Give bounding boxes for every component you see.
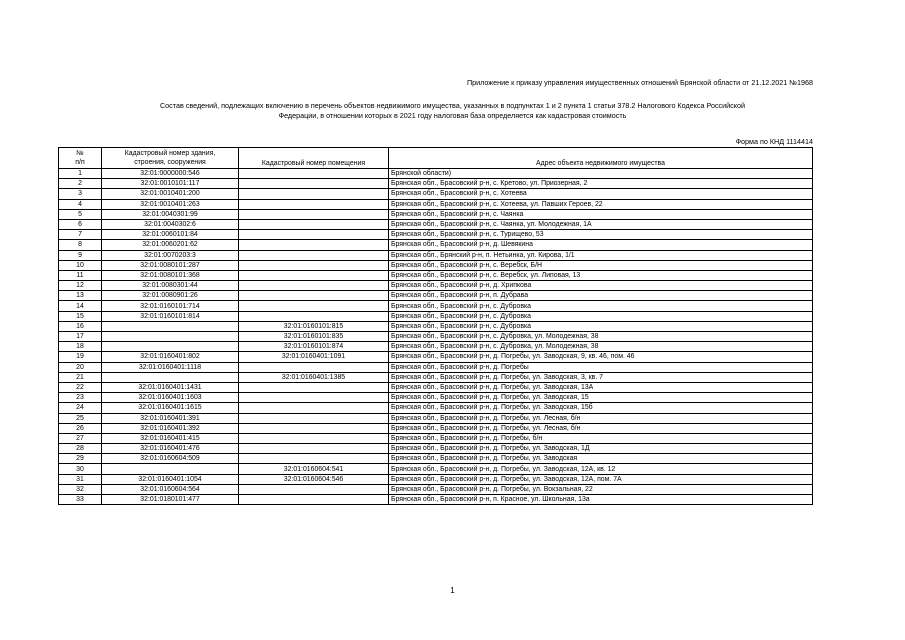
room-cadastral-cell: 32:01:0160604:546: [239, 474, 389, 484]
room-cadastral-cell: [239, 199, 389, 209]
building-cadastral-cell: 32:01:0080101:368: [102, 270, 239, 280]
address-cell: Брянская обл., Брасовский р-н, д. Погребы, ул. Заводская, 12А, пом. 7А: [389, 474, 813, 484]
building-cadastral-cell: 32:01:0160401:391: [102, 413, 239, 423]
row-number-cell: 11: [59, 270, 102, 280]
column-header-building-line-2: строения, сооружения: [134, 159, 206, 166]
building-cadastral-cell: 32:01:0060101:84: [102, 230, 239, 240]
table-row: [59, 199, 813, 209]
table-row: [59, 444, 813, 454]
address-cell: Брянская обл., Брасовский р-н, с. Дубровка, ул. Молодежная, 38: [389, 342, 813, 352]
page-number: 1: [450, 586, 455, 595]
row-number-cell: 25: [59, 413, 102, 423]
room-cadastral-cell: 32:01:0160401:1091: [239, 352, 389, 362]
building-cadastral-cell: 32:01:0180101:477: [102, 495, 239, 505]
row-number-cell: 18: [59, 342, 102, 352]
table-row: [59, 433, 813, 443]
column-header-building-cadastral: [102, 148, 239, 169]
address-cell: Брянская обл., Брасовский р-н, д. Погребы, ул. Заводская: [389, 454, 813, 464]
room-cadastral-cell: [239, 393, 389, 403]
building-cadastral-cell: 32:01:0160401:1431: [102, 382, 239, 392]
room-cadastral-cell: [239, 454, 389, 464]
address-cell: Брянская обл., Брасовский р-н, с. Дубровка, ул. Молодежная, 38: [389, 332, 813, 342]
row-number-cell: 21: [59, 372, 102, 382]
room-cadastral-cell: [239, 270, 389, 280]
property-register-table: [58, 147, 813, 505]
row-number-cell: 17: [59, 332, 102, 342]
building-cadastral-cell: 32:01:0040301:99: [102, 209, 239, 219]
building-cadastral-cell: 32:01:0160401:1054: [102, 474, 239, 484]
address-cell: Брянская обл., Брасовский р-н, п. Дубрава: [389, 291, 813, 301]
address-cell: Брянская обл., Брасовский р-н, с. Турищево, 53: [389, 230, 813, 240]
building-cadastral-cell: 32:01:0160401:1118: [102, 362, 239, 372]
appendix-reference: Приложение к приказу управления имущественных отношений Брянской области от 21.12.2021 №1968: [466, 78, 813, 87]
address-cell: Брянская обл., Брасовский р-н, д. Погребы, ул. Заводская, 9, кв. 46, пом. 46: [389, 352, 813, 362]
address-cell: Брянская обл., Брасовский р-н, с. Хотеева: [389, 189, 813, 199]
room-cadastral-cell: [239, 495, 389, 505]
table-row: [59, 281, 813, 291]
room-cadastral-cell: [239, 362, 389, 372]
row-number-cell: 12: [59, 281, 102, 291]
room-cadastral-cell: 32:01:0160604:541: [239, 464, 389, 474]
address-cell: Брянская обл., Брасовский р-н, с. Дубровка: [389, 321, 813, 331]
table-row: [59, 189, 813, 199]
room-cadastral-cell: [239, 209, 389, 219]
row-number-cell: 28: [59, 444, 102, 454]
column-header-number-line-1: №: [76, 149, 84, 157]
room-cadastral-cell: [239, 423, 389, 433]
address-cell: Брянская обл., Брасовский р-н, д. Погребы, ул. Лесная, б/н: [389, 423, 813, 433]
room-cadastral-cell: [239, 250, 389, 260]
table-row: [59, 393, 813, 403]
form-code: Форма по КНД 1114414: [735, 137, 813, 146]
table-row: [59, 484, 813, 494]
document-title: [80, 101, 825, 121]
room-cadastral-cell: [239, 382, 389, 392]
row-number-cell: 7: [59, 230, 102, 240]
row-number-cell: 2: [59, 179, 102, 189]
building-cadastral-cell: 32:01:0160604:564: [102, 484, 239, 494]
address-cell: Брянская обл., Брасовский р-н, д. Хрипкова: [389, 281, 813, 291]
table-row: [59, 230, 813, 240]
address-cell: Брянская обл., Брасовский р-н, д. Погребы: [389, 362, 813, 372]
building-cadastral-cell: 32:01:0060201:62: [102, 240, 239, 250]
table-row: [59, 474, 813, 484]
document-title-line-2: Федерации, в отношении которых в 2021 году налоговая база определяется как кадастровая стоимость: [278, 111, 627, 120]
row-number-cell: 19: [59, 352, 102, 362]
table-row: [59, 342, 813, 352]
row-number-cell: 33: [59, 495, 102, 505]
address-cell: Брянской области): [389, 169, 813, 179]
table-row: [59, 301, 813, 311]
row-number-cell: 20: [59, 362, 102, 372]
row-number-cell: 22: [59, 382, 102, 392]
room-cadastral-cell: 32:01:0160101:815: [239, 321, 389, 331]
room-cadastral-cell: [239, 179, 389, 189]
building-cadastral-cell: 32:01:0070203:3: [102, 250, 239, 260]
table-row: [59, 423, 813, 433]
table-row: [59, 495, 813, 505]
building-cadastral-cell: 32:01:0080901:26: [102, 291, 239, 301]
address-cell: Брянская обл., Брасовский р-н, с. Веребск, Б/Н: [389, 260, 813, 270]
table-row: [59, 321, 813, 331]
address-cell: Брянская обл., Брянский р-н, п. Нетьинка, ул. Кирова, 1/1: [389, 250, 813, 260]
row-number-cell: 14: [59, 301, 102, 311]
column-header-number-line-2: п/п: [75, 159, 85, 166]
building-cadastral-cell: [102, 372, 239, 382]
building-cadastral-cell: [102, 332, 239, 342]
room-cadastral-cell: [239, 484, 389, 494]
building-cadastral-cell: [102, 342, 239, 352]
address-cell: Брянская обл., Брасовский р-н, д. Погребы, ул. Заводская, 13А: [389, 382, 813, 392]
address-cell: Брянская обл., Брасовский р-н, с. Дубровка: [389, 301, 813, 311]
room-cadastral-cell: [239, 230, 389, 240]
table-row: [59, 169, 813, 179]
table-row: [59, 219, 813, 229]
table-row: [59, 454, 813, 464]
table-header: [59, 148, 813, 169]
room-cadastral-cell: [239, 444, 389, 454]
table-row: [59, 372, 813, 382]
table-body: [59, 169, 813, 505]
row-number-cell: 9: [59, 250, 102, 260]
table-row: [59, 270, 813, 280]
table-row: [59, 362, 813, 372]
column-header-building-line-1: Кадастровый номер здания,: [124, 149, 216, 157]
room-cadastral-cell: [239, 189, 389, 199]
room-cadastral-cell: [239, 433, 389, 443]
row-number-cell: 30: [59, 464, 102, 474]
address-cell: Брянская обл., Брасовский р-н, д. Погребы, ул. Заводская, 15: [389, 393, 813, 403]
table-row: [59, 179, 813, 189]
table-row: [59, 250, 813, 260]
address-cell: Брянская обл., Брасовский р-н, д. Погребы, ул. Заводская, 12А, кв. 12: [389, 464, 813, 474]
row-number-cell: 10: [59, 260, 102, 270]
row-number-cell: 29: [59, 454, 102, 464]
row-number-cell: 1: [59, 169, 102, 179]
room-cadastral-cell: [239, 260, 389, 270]
room-cadastral-cell: [239, 240, 389, 250]
building-cadastral-cell: 32:01:0040302:6: [102, 219, 239, 229]
room-cadastral-cell: 32:01:0160101:874: [239, 342, 389, 352]
address-cell: Брянская обл., Брасовский р-н, д. Погребы, б/н: [389, 433, 813, 443]
address-cell: Брянская обл., Брасовский р-н, с. Хотеева, ул. Павших Героев, 22: [389, 199, 813, 209]
table-row: [59, 291, 813, 301]
column-header-address: Адрес объекта недвижимого имущества: [389, 148, 813, 169]
building-cadastral-cell: 32:01:0080301:44: [102, 281, 239, 291]
room-cadastral-cell: [239, 219, 389, 229]
table-row: [59, 352, 813, 362]
table-header-row: [59, 148, 813, 169]
table-row: [59, 464, 813, 474]
building-cadastral-cell: 32:01:0000000:546: [102, 169, 239, 179]
address-cell: Брянская обл., Брасовский р-н, д. Погребы, ул. Заводская, 3, кв. 7: [389, 372, 813, 382]
address-cell: Брянская обл., Брасовский р-н, с. Кретово, ул. Приозерная, 2: [389, 179, 813, 189]
room-cadastral-cell: [239, 301, 389, 311]
building-cadastral-cell: 32:01:0160401:1603: [102, 393, 239, 403]
room-cadastral-cell: [239, 281, 389, 291]
room-cadastral-cell: [239, 169, 389, 179]
room-cadastral-cell: [239, 311, 389, 321]
building-cadastral-cell: [102, 464, 239, 474]
building-cadastral-cell: 32:01:0160101:814: [102, 311, 239, 321]
row-number-cell: 16: [59, 321, 102, 331]
building-cadastral-cell: 32:01:0080101:287: [102, 260, 239, 270]
building-cadastral-cell: 32:01:0010401:263: [102, 199, 239, 209]
address-cell: Брянская обл., Брасовский р-н, д. Шевякина: [389, 240, 813, 250]
table-row: [59, 403, 813, 413]
building-cadastral-cell: 32:01:0160401:1615: [102, 403, 239, 413]
building-cadastral-cell: 32:01:0160101:714: [102, 301, 239, 311]
address-cell: Брянская обл., Брасовский р-н, д. Погребы, ул. Вокзальная, 22: [389, 484, 813, 494]
row-number-cell: 26: [59, 423, 102, 433]
building-cadastral-cell: 32:01:0160401:392: [102, 423, 239, 433]
building-cadastral-cell: 32:01:0010401:200: [102, 189, 239, 199]
building-cadastral-cell: 32:01:0160401:802: [102, 352, 239, 362]
room-cadastral-cell: [239, 413, 389, 423]
row-number-cell: 13: [59, 291, 102, 301]
column-header-room-cadastral: Кадастровый номер помещения: [239, 148, 389, 169]
address-cell: Брянская обл., Брасовский р-н, д. Погребы, ул. Заводская, 15б: [389, 403, 813, 413]
address-cell: Брянская обл., Брасовский р-н, с. Дубровка: [389, 311, 813, 321]
building-cadastral-cell: 32:01:0160604:509: [102, 454, 239, 464]
row-number-cell: 27: [59, 433, 102, 443]
row-number-cell: 31: [59, 474, 102, 484]
row-number-cell: 24: [59, 403, 102, 413]
table-row: [59, 260, 813, 270]
building-cadastral-cell: 32:01:0010101:117: [102, 179, 239, 189]
building-cadastral-cell: [102, 321, 239, 331]
table-row: [59, 209, 813, 219]
room-cadastral-cell: [239, 403, 389, 413]
table-row: [59, 240, 813, 250]
row-number-cell: 4: [59, 199, 102, 209]
address-cell: Брянская обл., Брасовский р-н, с. Чаянка, ул. Молодежная, 1А: [389, 219, 813, 229]
address-cell: Брянская обл., Брасовский р-н, с. Веребск, ул. Липовая, 13: [389, 270, 813, 280]
table-row: [59, 413, 813, 423]
table-row: [59, 332, 813, 342]
room-cadastral-cell: 32:01:0160401:1385: [239, 372, 389, 382]
address-cell: Брянская обл., Брасовский р-н, с. Чаянка: [389, 209, 813, 219]
room-cadastral-cell: [239, 291, 389, 301]
address-cell: Брянская обл., Брасовский р-н, д. Погребы, ул. Лесная, б/н: [389, 413, 813, 423]
building-cadastral-cell: 32:01:0160401:415: [102, 433, 239, 443]
row-number-cell: 32: [59, 484, 102, 494]
row-number-cell: 5: [59, 209, 102, 219]
column-header-number: [59, 148, 102, 169]
row-number-cell: 3: [59, 189, 102, 199]
address-cell: Брянская обл., Брасовский р-н, д. Погребы, ул. Заводская, 1Д: [389, 444, 813, 454]
building-cadastral-cell: 32:01:0160401:476: [102, 444, 239, 454]
table-row: [59, 311, 813, 321]
row-number-cell: 23: [59, 393, 102, 403]
row-number-cell: 6: [59, 219, 102, 229]
address-cell: Брянская обл., Брасовский р-н, п. Красное, ул. Школьная, 13а: [389, 495, 813, 505]
table-row: [59, 382, 813, 392]
row-number-cell: 15: [59, 311, 102, 321]
document-title-line-1: Состав сведений, подлежащих включению в перечень объектов недвижимого имущества, указанных в подпунктах 1 и 2 пункта 1 статьи 378.2 Налогового Кодекса Российской: [159, 101, 745, 110]
row-number-cell: 8: [59, 240, 102, 250]
room-cadastral-cell: 32:01:0160101:835: [239, 332, 389, 342]
